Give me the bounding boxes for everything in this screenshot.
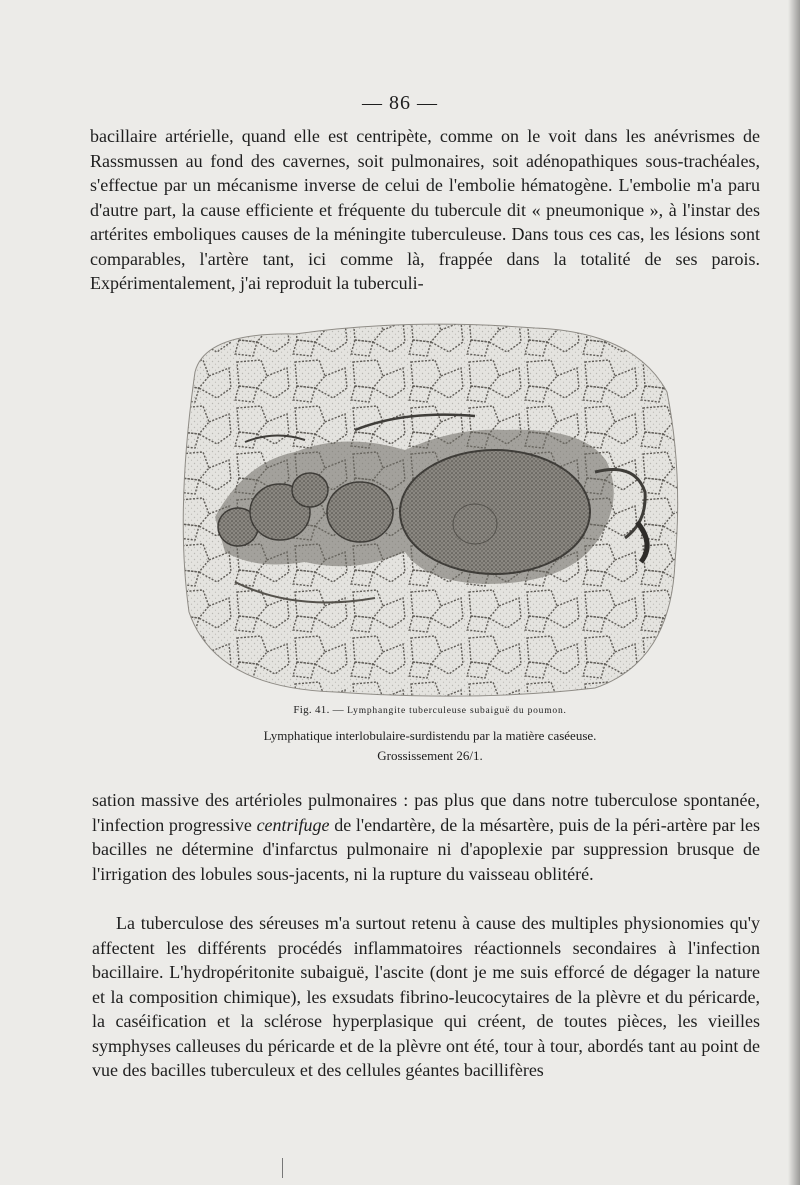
scan-shadow-edge — [788, 0, 800, 1185]
figure-title: Lymphangite tuberculeuse subaiguë du poumon. — [347, 706, 567, 716]
paragraph-2-text-b: de l'endartère, de la mésartère, puis de la péri-artère par les bacilles ne détermine d'infarctus pulmonaire ni d'apoplexie par suppression brusque de l'irrigation des lobules sous-jacents, ni la rupture du vaisseau oblitéré. — [92, 814, 761, 884]
figure-caption-magnification: Grossissement 26/1. — [377, 748, 483, 763]
paragraph-3: La tuberculose des séreuses m'a surtout retenu à cause des multiples physionomies qu'y affectent les différents procédés inflammatoires réactionnels secondaires à l'infection bacillaire. L'hydropéritonite subaiguë, l'ascite (dont je me suis efforcé de dégager la nature et la composition chimique), les exsudats fibrino-leucocytaires de la plèvre et du péricarde, la caséification et la sclérose hyperplasique qui créent, de toutes pièces, les vieilles symphyses calleuses du péricarde et de la plèvre ont été, tour à tour, abordés tant au point de vue des bacilles tuberculeux et des cellules géantes bacillifères — [92, 913, 760, 1080]
figure-caption-title — [130, 704, 730, 716]
scan-mark — [282, 1158, 283, 1178]
paragraph-1: bacillaire artérielle, quand elle est centripète, comme on le voit dans les anévrismes de Rassmussen au fond des cavernes, soit pulmonaires, soit adénopathiques sous-trachéales, s'effectue par un mécanisme inverse de celui de l'embolie hématogène. L'embolie m'a paru d'autre part, la cause efficiente et fréquente du tubercule dit « pneumonique », à l'instar des artérites emboliques causes de la méningite tuberculeuse. Dans tous ces cas, les lésions sont comparables, l'artère tant, ici comme là, frappée dans la totalité de ses parois. Expérimentalement, j'ai reproduit la tuberculi- — [90, 126, 760, 293]
figure-caption-description: Lymphatique interlobulaire-surdistendu par la matière caséeuse. — [263, 728, 597, 743]
page-number: — 86 — — [362, 92, 438, 114]
paragraph-2-italic-term: centrifuge — [256, 814, 330, 835]
figure-41-illustration — [175, 312, 685, 700]
figure-label: Fig. 41. — — [293, 704, 344, 716]
paragraph-2-text-a: sation massive des artérioles pulmonaires : pas plus que dans notre tuberculose spontanée, l'infection progressive — [92, 790, 760, 835]
paragraph-2 — [92, 788, 760, 886]
